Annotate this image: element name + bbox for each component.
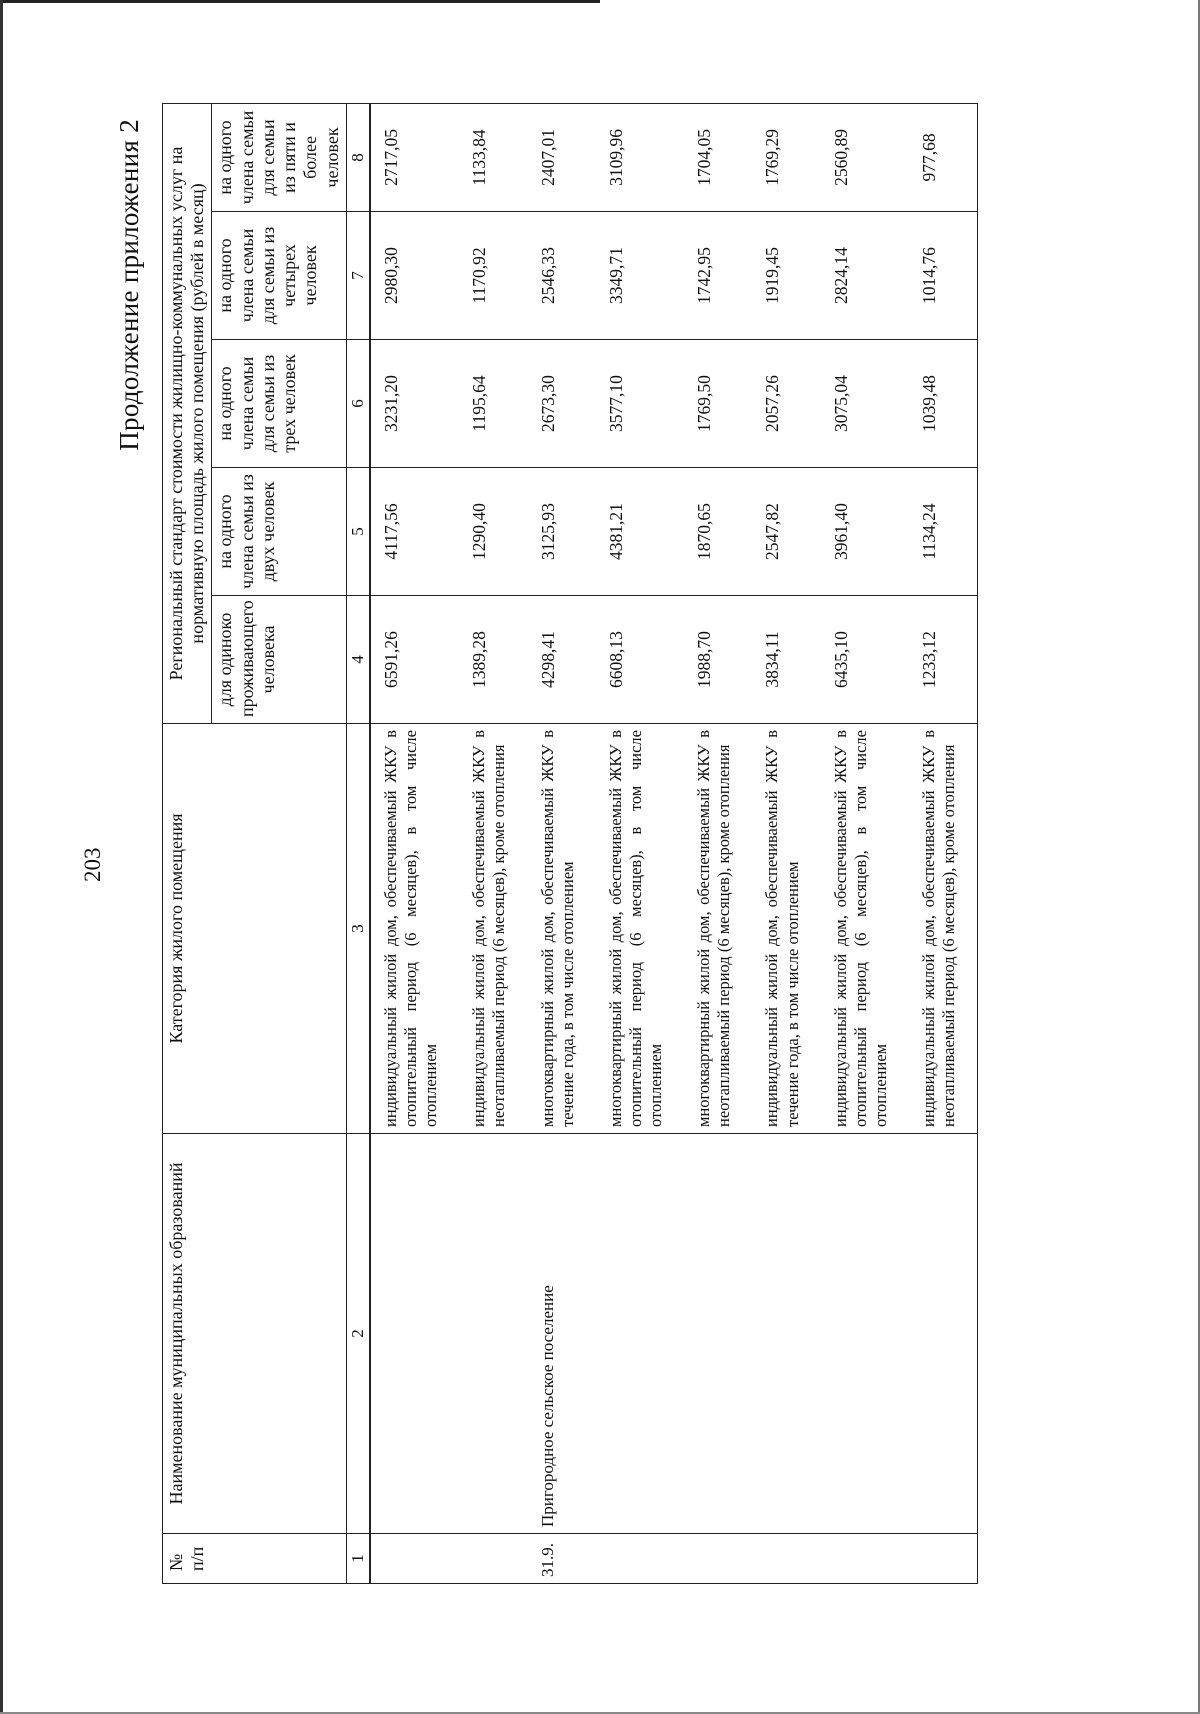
cost-value: 2980,30: [370, 212, 459, 340]
cost-value: 6608,13: [596, 596, 684, 724]
cost-value: 3075,04: [821, 340, 909, 468]
municipality-name: [459, 1134, 527, 1534]
housing-category: индивидуальный жилой дом, обеспечиваемый ЖКУ в неотапливаемый период (6 месяцев), кроме отопления: [909, 724, 978, 1134]
row-number: [821, 1534, 909, 1584]
cost-value: 2407,01: [528, 103, 596, 211]
column-number: 8: [346, 103, 370, 211]
column-number: 4: [346, 596, 370, 724]
column-number: 1: [346, 1534, 370, 1584]
cost-value: 1014,76: [909, 212, 978, 340]
cost-value: 3109,96: [596, 103, 684, 211]
municipality-name: [684, 1134, 752, 1534]
column-number: 5: [346, 468, 370, 596]
cost-value: 2546,33: [528, 212, 596, 340]
cost-value: 3834,11: [752, 596, 820, 724]
cost-value: 4381,21: [596, 468, 684, 596]
column-number: 6: [346, 340, 370, 468]
cost-value: 1870,65: [684, 468, 752, 596]
header-number: № п/п: [163, 1534, 347, 1584]
cost-value: 1919,45: [752, 212, 820, 340]
municipality-name: [821, 1134, 909, 1534]
cost-value: 1389,28: [459, 596, 527, 724]
column-number: 3: [346, 724, 370, 1134]
municipality-name: [752, 1134, 820, 1534]
cost-value: 1134,24: [909, 468, 978, 596]
column-number-row: [346, 103, 370, 1583]
row-number: [459, 1534, 527, 1584]
row-number: [752, 1534, 820, 1584]
housing-category: индивидуальный жилой дом, обеспечиваемый ЖКУ в отопительный период (6 месяцев), в том числе отоплением: [370, 724, 459, 1134]
municipality-name: [596, 1134, 684, 1534]
header-family-of-four: на одного члена семьи для семьи из четырех человек: [212, 212, 346, 340]
cost-value: 977,68: [909, 103, 978, 211]
table-row: [528, 103, 596, 1583]
cost-value: 3349,71: [596, 212, 684, 340]
table-row: [752, 103, 820, 1583]
table-row: [459, 103, 527, 1583]
housing-category: многоквартирный жилой дом, обеспечиваемый ЖКУ в отопительный период (6 месяцев), в том числе отоплением: [596, 724, 684, 1134]
housing-cost-table: [162, 103, 978, 1584]
header-family-of-three: на одного члена семьи для семьи из трех человек: [212, 340, 346, 468]
table-row: [684, 103, 752, 1583]
cost-value: 3125,93: [528, 468, 596, 596]
cost-value: 1039,48: [909, 340, 978, 468]
cost-value: 2673,30: [528, 340, 596, 468]
header-category: Категория жилого помещения: [163, 724, 347, 1134]
cost-value: 4298,41: [528, 596, 596, 724]
table-row: [370, 103, 459, 1583]
cost-value: 1704,05: [684, 103, 752, 211]
table-row: [596, 103, 684, 1583]
municipality-name: [909, 1134, 978, 1534]
cost-value: 1170,92: [459, 212, 527, 340]
municipality-name: [370, 1134, 459, 1534]
cost-value: 2824,14: [821, 212, 909, 340]
page-number: 203: [80, 847, 105, 882]
cost-value: 1769,29: [752, 103, 820, 211]
table-row: [909, 103, 978, 1583]
row-number: [684, 1534, 752, 1584]
cost-value: 1742,95: [684, 212, 752, 340]
cost-value: 4117,56: [370, 468, 459, 596]
cost-value: 1290,40: [459, 468, 527, 596]
table-row: [821, 103, 909, 1583]
cost-value: 3961,40: [821, 468, 909, 596]
cost-value: 2717,05: [370, 103, 459, 211]
cost-value: 3577,10: [596, 340, 684, 468]
row-number: [596, 1534, 684, 1584]
cost-value: 2057,26: [752, 340, 820, 468]
cost-value: 2547,82: [752, 468, 820, 596]
cost-value: 1769,50: [684, 340, 752, 468]
header-family-of-five-plus: на одного члена семьи для семьи из пяти и более человек: [212, 103, 346, 211]
cost-value: 1988,70: [684, 596, 752, 724]
cost-value: 1133,84: [459, 103, 527, 211]
row-number: 31.9.: [528, 1534, 596, 1584]
housing-category: индивидуальный жилой дом, обеспечиваемый ЖКУ в течение года, в том числе отоплением: [752, 724, 820, 1134]
row-number: [370, 1534, 459, 1584]
continuation-title: Продолжение приложения 2: [114, 119, 144, 451]
header-regional-standard: Региональный стандарт стоимости жилищно-коммунальных услуг на нормативную площадь жилого помещения (рублей в месяц): [163, 103, 212, 723]
cost-value: 6435,10: [821, 596, 909, 724]
cost-value: 2560,89: [821, 103, 909, 211]
header-single-person: для одиноко проживающего человека: [212, 596, 346, 724]
column-number: 2: [346, 1134, 370, 1534]
housing-category: индивидуальный жилой дом, обеспечиваемый ЖКУ в неотапливаемый период (6 месяцев), кроме отопления: [459, 724, 527, 1134]
header-municipality: Наименование муниципальных образований: [163, 1134, 347, 1534]
cost-value: 1233,12: [909, 596, 978, 724]
cost-value: 3231,20: [370, 340, 459, 468]
housing-category: индивидуальный жилой дом, обеспечиваемый ЖКУ в отопительный период (6 месяцев), в том числе отоплением: [821, 724, 909, 1134]
column-number: 7: [346, 212, 370, 340]
cost-value: 6591,26: [370, 596, 459, 724]
row-number: [909, 1534, 978, 1584]
housing-category: многоквартирный жилой дом, обеспечиваемый ЖКУ в неотапливаемый период (6 месяцев), кроме отопления: [684, 724, 752, 1134]
municipality-name: Пригородное сельское поселение: [528, 1134, 596, 1534]
header-family-of-two: на одного члена семьи из двух человек: [212, 468, 346, 596]
housing-category: многоквартирный жилой дом, обеспечиваемый ЖКУ в течение года, в том числе отоплением: [528, 724, 596, 1134]
cost-value: 1195,64: [459, 340, 527, 468]
